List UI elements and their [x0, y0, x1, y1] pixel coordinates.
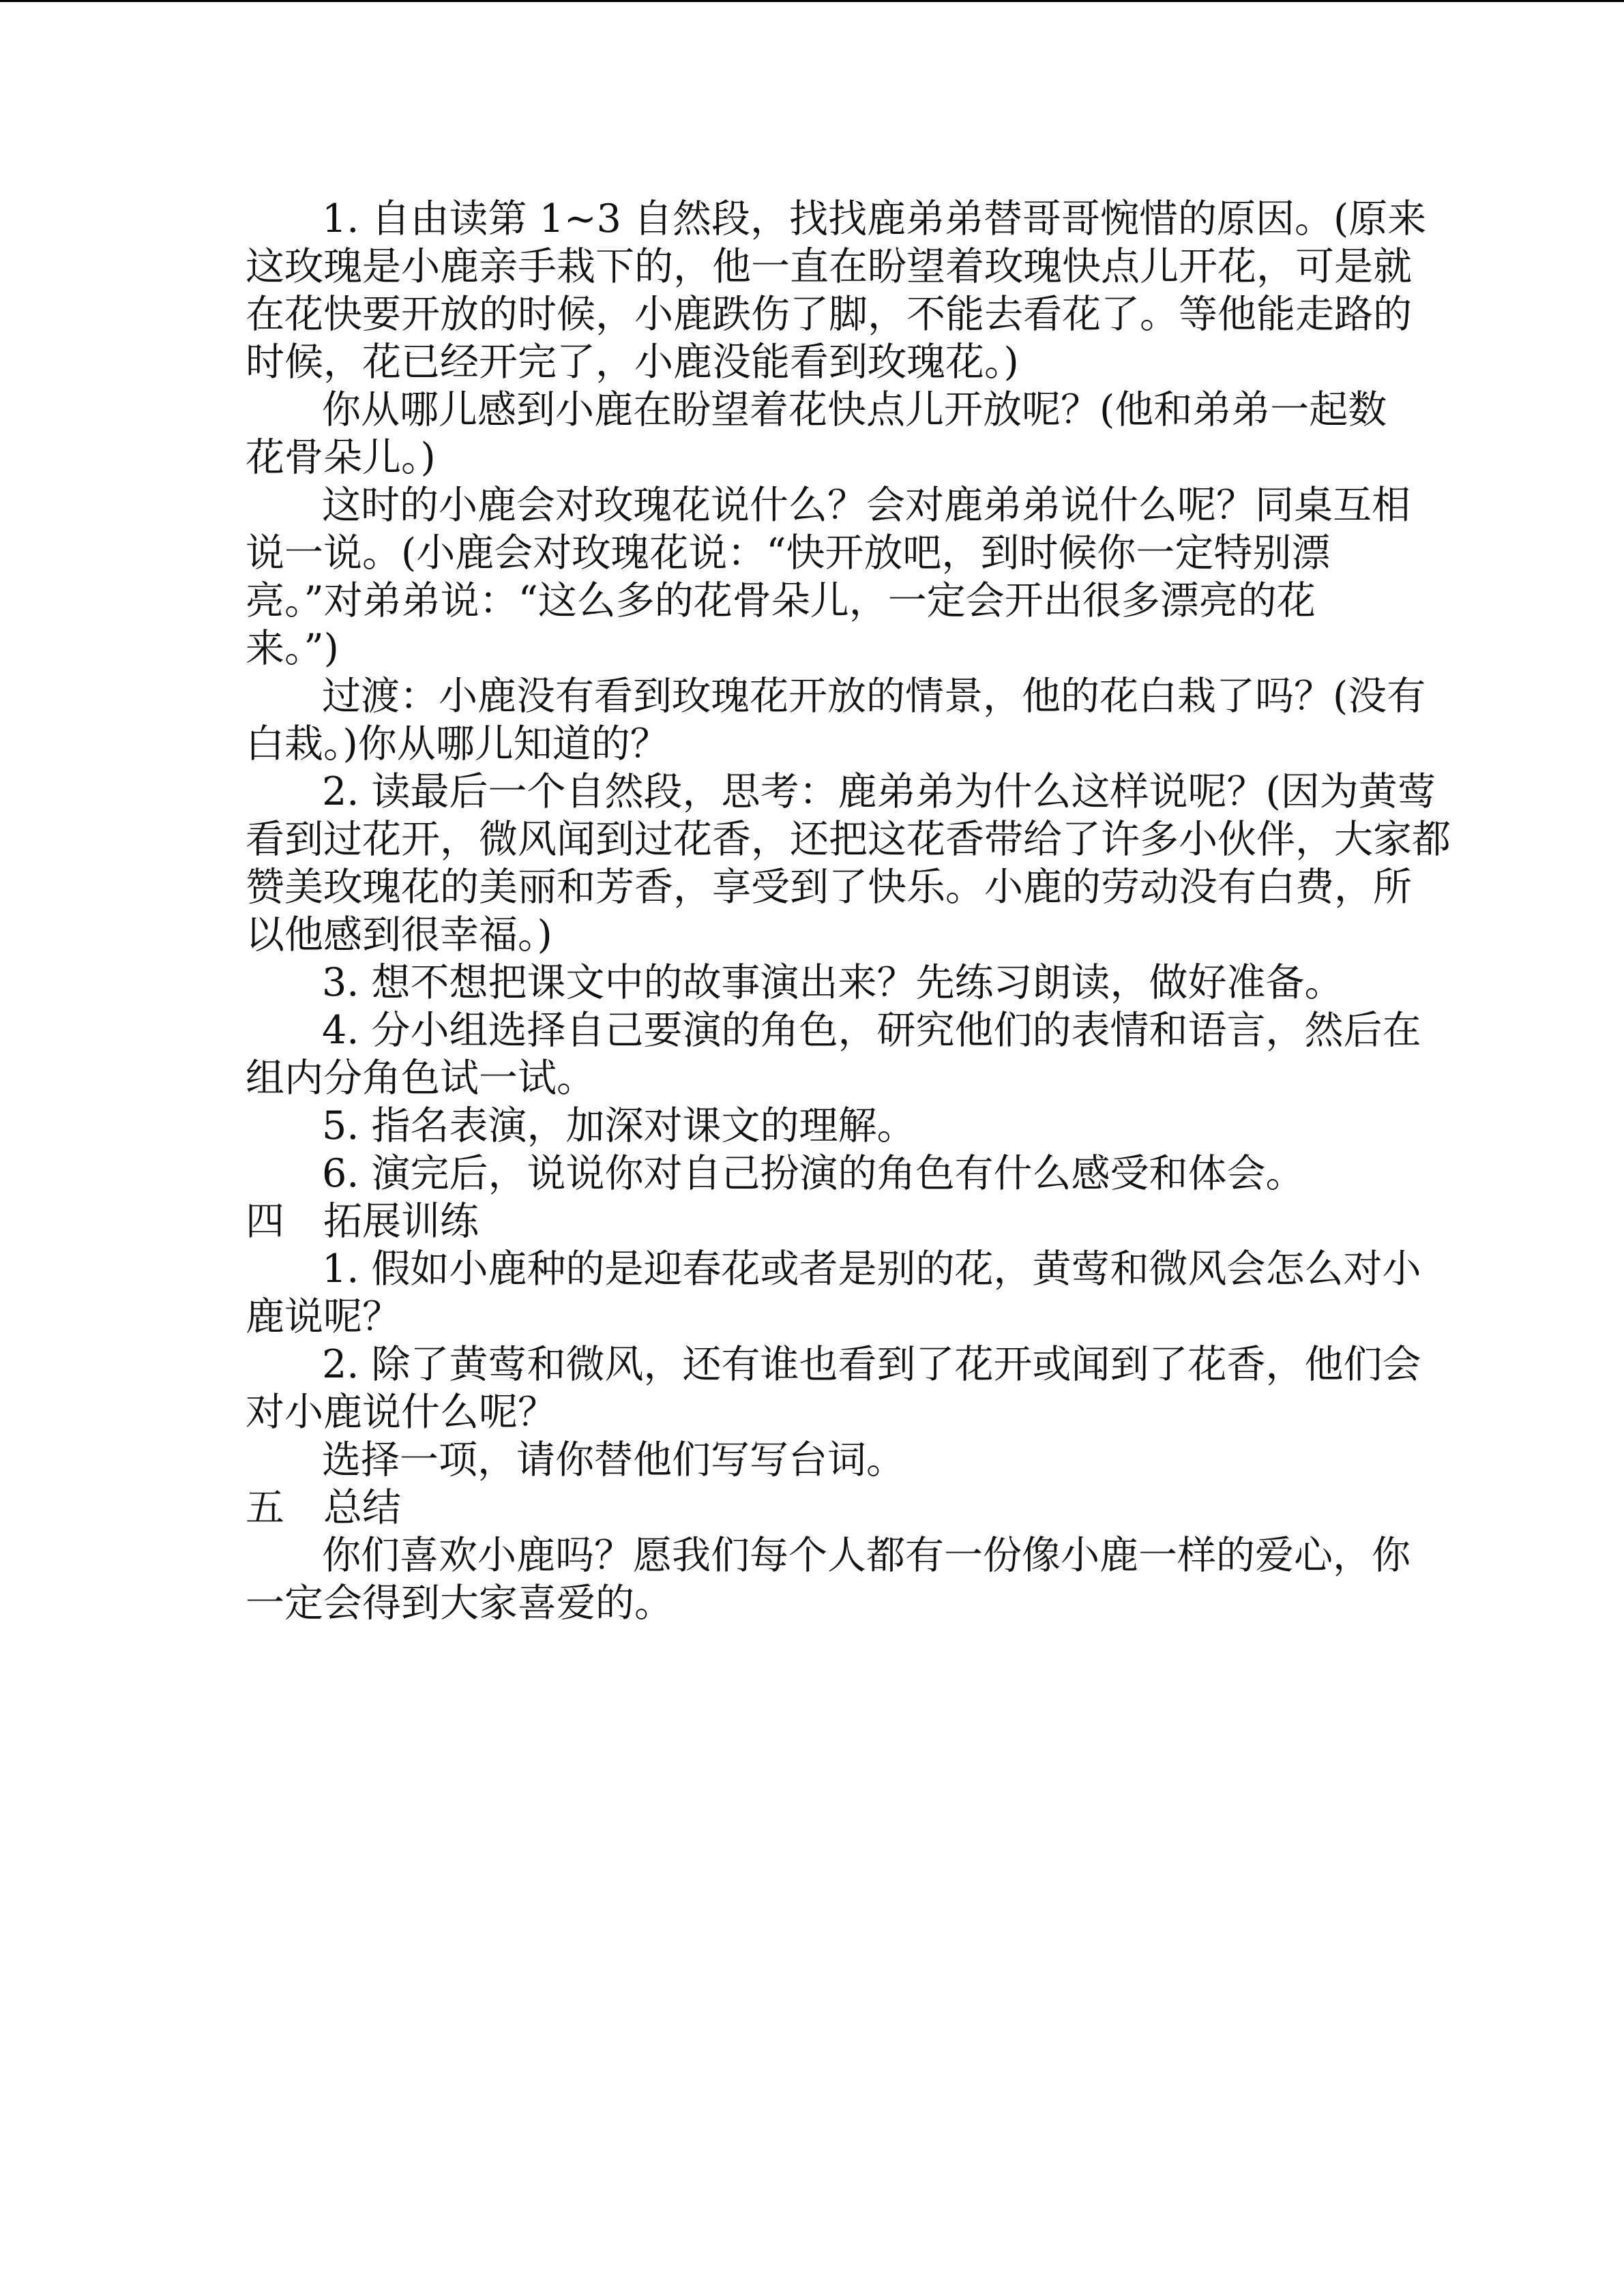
text-line: 对小鹿说什么呢？: [246, 1390, 557, 1435]
text-line: 组内分角色试一试。: [246, 1056, 595, 1101]
text-line: 这时的小鹿会对玫瑰花说什么？会对鹿弟弟说什么呢？同桌互相: [322, 483, 1411, 528]
text-line: 说一说。(小鹿会对玫瑰花说：“快开放吧，到时候你一定特别漂: [246, 531, 1331, 576]
text-line: 1. 假如小鹿种的是迎春花或者是别的花，黄莺和微风会怎么对小: [322, 1247, 1421, 1292]
text-line: 选择一项，请你替他们写写台词。: [322, 1437, 905, 1482]
text-line: 来。”): [246, 626, 339, 671]
text-line: 1. 自由读第 1~3 自然段，找找鹿弟弟替哥哥惋惜的原因。(原来: [322, 196, 1427, 241]
text-line: 鹿说呢？: [246, 1294, 401, 1339]
text-line: 以他感到很幸福。): [246, 912, 552, 957]
text-line: 看到过花开，微风闻到过花香，还把这花香带给了许多小伙伴，大家都: [246, 817, 1451, 862]
text-line: 2. 读最后一个自然段，思考：鹿弟弟为什么这样说呢？(因为黄莺: [322, 769, 1436, 814]
text-line: 5. 指名表演，加深对课文的理解。: [322, 1103, 916, 1148]
section-heading: 四 拓展训练: [246, 1199, 479, 1244]
text-line: 白栽。)你从哪儿知道的？: [246, 721, 669, 766]
text-line: 赞美玫瑰花的美丽和芳香，享受到了快乐。小鹿的劳动没有白费，所: [246, 865, 1412, 910]
text-line: 花骨朵儿。): [246, 435, 436, 480]
text-line: 过渡：小鹿没有看到玫瑰花开放的情景，他的花白栽了吗？(没有: [322, 674, 1426, 719]
text-line: 4. 分小组选择自己要演的角色，研究他们的表情和语言，然后在: [322, 1008, 1421, 1053]
text-line: 2. 除了黄莺和微风，还有谁也看到了花开或闻到了花香，他们会: [322, 1342, 1421, 1387]
text-line: 你从哪儿感到小鹿在盼望着花快点儿开放呢？(他和弟弟一起数: [322, 387, 1387, 432]
section-heading: 五 总结: [246, 1485, 401, 1530]
document-body: [246, 195, 1451, 1627]
text-line: 亮。”对弟弟说：“这么多的花骨朵儿，一定会开出很多漂亮的花: [246, 578, 1316, 623]
text-line: 在花快要开放的时候，小鹿跌伤了脚，不能去看花了。等他能走路的: [246, 292, 1412, 337]
text-line: 你们喜欢小鹿吗？愿我们每个人都有一份像小鹿一样的爱心，你: [322, 1533, 1411, 1578]
text-line: 一定会得到大家喜爱的。: [246, 1581, 673, 1626]
text-line: 3. 想不想把课文中的故事演出来？先练习朗读，做好准备。: [322, 960, 1344, 1005]
text-line: 这玫瑰是小鹿亲手栽下的，他一直在盼望着玫瑰快点儿开花，可是就: [246, 244, 1412, 289]
text-line: 时候，花已经开完了，小鹿没能看到玫瑰花。): [246, 340, 1019, 385]
text-line: 6. 演完后，说说你对自己扮演的角色有什么感受和体会。: [322, 1151, 1305, 1196]
